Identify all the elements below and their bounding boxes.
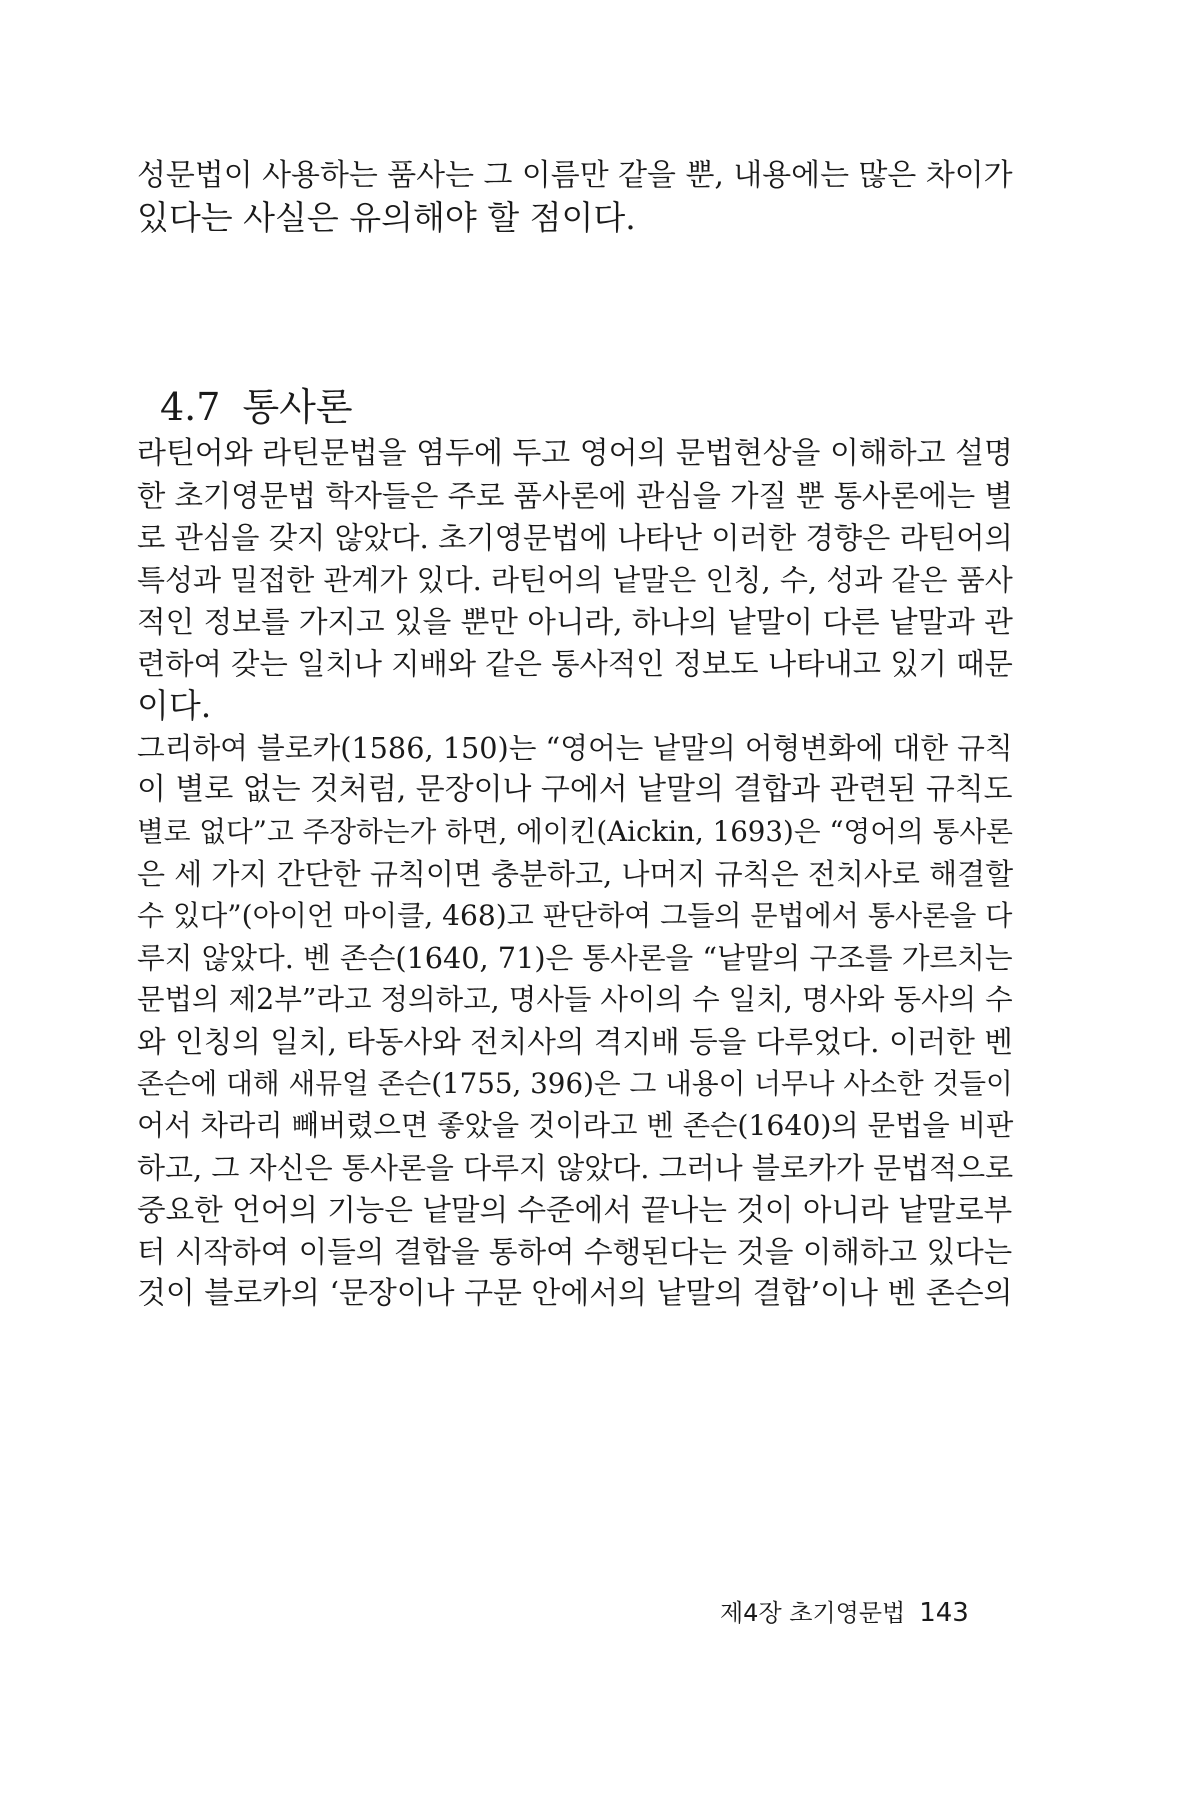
body-line-5: 적인 정보를 가지고 있을 뿐만 아니라, 하나의 낱말이 다른 낱말과 관 xyxy=(137,605,1013,639)
body-line-14: 문법의 제2부”라고 정의하고, 명사들 사이의 수 일치, 명사와 동사의 수 xyxy=(137,983,1013,1016)
body-line-8: 그리하여 블로카(1586, 150)는 “영어는 낱말의 어형변화에 대한 규칙 xyxy=(137,731,1013,765)
page-footer xyxy=(720,1598,969,1628)
body-line-18: 하고, 그 자신은 통사론을 다루지 않았다. 그러나 블로카가 문법적으로 xyxy=(137,1151,1014,1185)
body-line-9: 이 별로 없는 것처럼, 문장이나 구에서 낱말의 결합과 관련된 규칙도 xyxy=(137,772,1013,807)
body-line-17: 어서 차라리 빼버렸으면 좋았을 것이라고 벤 존슨(1640)의 문법을 비판 xyxy=(137,1109,1014,1142)
section-number: 4.7 xyxy=(160,385,221,429)
body-line-19: 중요한 언어의 기능은 낱말의 수준에서 끝나는 것이 아니라 낱말로부 xyxy=(137,1193,1013,1227)
body-line-4: 특성과 밀접한 관계가 있다. 라틴어의 낱말은 인칭, 수, 성과 같은 품사 xyxy=(137,563,1013,597)
section-heading xyxy=(160,384,353,430)
body-line-10: 별로 없다”고 주장하는가 하면, 에이킨(Aickin, 1693)은 “영어의 통사론 xyxy=(137,815,1013,848)
section-title: 통사론 xyxy=(242,385,353,429)
body-line-21: 것이 블로카의 ‘문장이나 구문 안에서의 낱말의 결합’이나 벤 존슨의 xyxy=(137,1276,1013,1311)
body-line-20: 터 시작하여 이들의 결합을 통하여 수행된다는 것을 이해하고 있다는 xyxy=(137,1235,1013,1269)
intro-line-1: 성문법이 사용하는 품사는 그 이름만 같을 뿐, 내용에는 많은 차이가 xyxy=(137,158,1013,193)
body-line-16: 존슨에 대해 새뮤얼 존슨(1755, 396)은 그 내용이 너무나 사소한 것들이 xyxy=(137,1067,1013,1100)
footer-chapter: 제4장 초기영문법 xyxy=(720,1599,906,1627)
body-line-7: 이다. xyxy=(137,686,212,725)
body-line-1: 라틴어와 라틴문법을 염두에 두고 영어의 문법현상을 이해하고 설명 xyxy=(137,436,1013,471)
page-number: 143 xyxy=(919,1598,969,1628)
body-line-6: 련하여 갖는 일치나 지배와 같은 통사적인 정보도 나타내고 있기 때문 xyxy=(137,647,1013,681)
body-line-13: 루지 않았다. 벤 존슨(1640, 71)은 통사론을 “낱말의 구조를 가르치는 xyxy=(137,941,1013,975)
intro-line-2: 있다는 사실은 유의해야 할 점이다. xyxy=(137,198,636,237)
body-line-3: 로 관심을 갖지 않았다. 초기영문법에 나타난 이러한 경향은 라틴어의 xyxy=(137,521,1013,555)
body-line-15: 와 인칭의 일치, 타동사와 전치사의 격지배 등을 다루었다. 이러한 벤 xyxy=(137,1025,1013,1059)
body-line-11: 은 세 가지 간단한 규칙이면 충분하고, 나머지 규칙은 전치사로 해결할 xyxy=(137,857,1014,891)
body-line-2: 한 초기영문법 학자들은 주로 품사론에 관심을 가질 뿐 통사론에는 별 xyxy=(137,479,1013,513)
body-line-12: 수 있다”(아이언 마이클, 468)고 판단하여 그들의 문법에서 통사론을 다 xyxy=(137,899,1013,932)
